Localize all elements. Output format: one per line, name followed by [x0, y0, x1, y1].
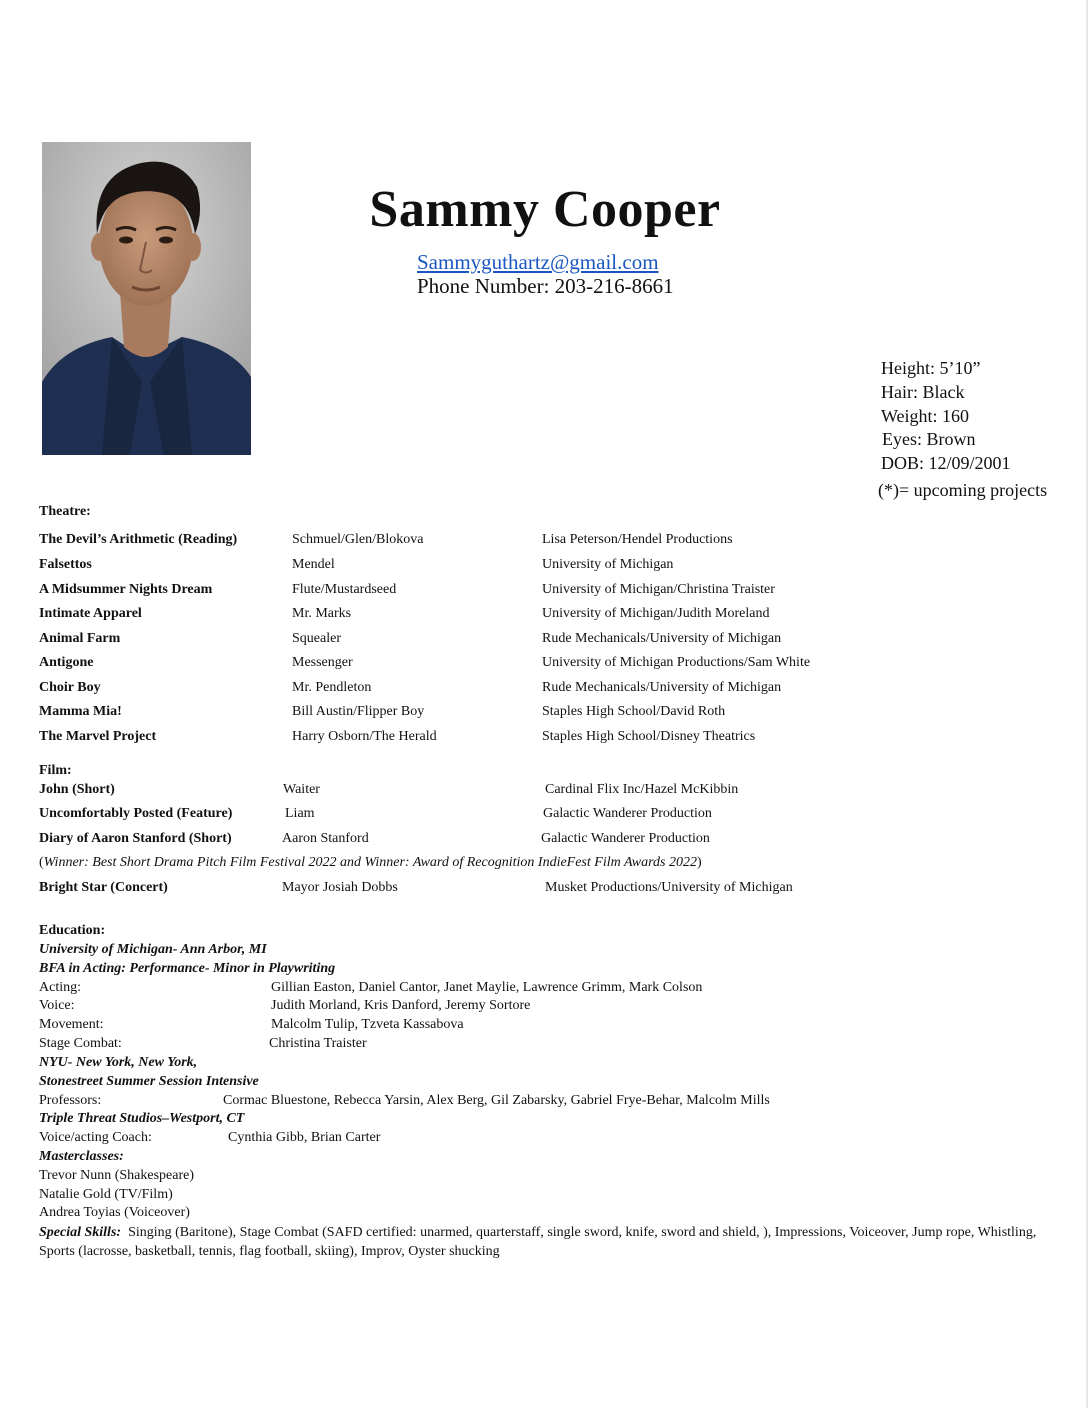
award-note-open: ( [39, 855, 44, 870]
stat-eyes: Eyes: Brown [882, 429, 976, 449]
theatre-company: Rude Mechanicals/University of Michigan [542, 631, 782, 646]
film-company: Musket Productions/University of Michigan [545, 880, 793, 895]
masterclasses-heading: Masterclasses: [39, 1149, 124, 1164]
theatre-role: Mr. Marks [292, 606, 352, 621]
faculty-value: Gillian Easton, Daniel Cantor, Janet Maylie, Lawrence Grimm, Mark Colson [271, 980, 703, 995]
theatre-role: Harry Osborn/The Herald [292, 729, 437, 744]
education-heading: Education: [39, 923, 106, 938]
school-triple-threat: Triple Threat Studios–Westport, CT [39, 1111, 245, 1126]
special-skills-text: Singing (Baritone), Stage Combat (SAFD certified: unarmed, quarterstaff, single sword, knife, sword and shield, ), Impressions, Voiceover, Jump rope, Whistling, Sports (lacrosse, basketball, tennis, flag football, skiing), Improv, Oyster shucking [39, 1225, 1037, 1259]
program-stonestreet: Stonestreet Summer Session Intensive [39, 1074, 259, 1089]
faculty-label: Acting: [39, 980, 81, 995]
film-heading: Film: [39, 763, 72, 778]
masterclass-item: Andrea Toyias (Voiceover) [39, 1205, 190, 1220]
theatre-title: Choir Boy [39, 680, 101, 695]
masterclass-item: Natalie Gold (TV/Film) [39, 1187, 173, 1202]
theatre-role: Schmuel/Glen/Blokova [292, 532, 424, 547]
stat-hair: Hair: Black [881, 382, 965, 402]
coach-label: Voice/acting Coach: [39, 1130, 152, 1145]
candidate-name: Sammy Cooper [369, 181, 721, 238]
theatre-company: University of Michigan [542, 557, 674, 572]
award-note-text: Winner: Best Short Drama Pitch Film Festival 2022 and Winner: Award of Recognition IndieFest Film Awards 2022 [43, 855, 697, 870]
film-role: Waiter [283, 782, 320, 797]
theatre-title: The Devil’s Arithmetic (Reading) [39, 532, 238, 547]
film-title: Uncomfortably Posted (Feature) [39, 806, 233, 821]
theatre-company: University of Michigan Productions/Sam White [542, 655, 811, 670]
email-link[interactable]: Sammyguthartz@gmail.com [417, 250, 659, 274]
faculty-label: Stage Combat: [39, 1036, 122, 1051]
headshot-photo [42, 142, 251, 455]
faculty-label: Voice: [39, 998, 75, 1013]
stat-weight: Weight: 160 [881, 406, 970, 426]
faculty-value: Christina Traister [269, 1036, 367, 1051]
school-umich: University of Michigan- Ann Arbor, MI [39, 942, 267, 957]
stat-dob: DOB: 12/09/2001 [881, 453, 1011, 473]
theatre-company: University of Michigan/Christina Traister [542, 582, 775, 597]
faculty-value: Malcolm Tulip, Tzveta Kassabova [271, 1017, 464, 1032]
stat-height: Height: 5’10” [881, 358, 981, 378]
film-company: Galactic Wanderer Production [543, 806, 712, 821]
upcoming-projects-note: (*)= upcoming projects [878, 480, 1048, 500]
theatre-title: Animal Farm [39, 631, 121, 646]
theatre-company: Rude Mechanicals/University of Michigan [542, 680, 782, 695]
degree-bfa: BFA in Acting: Performance- Minor in Playwriting [39, 961, 336, 976]
film-role: Liam [285, 806, 315, 821]
theatre-title: The Marvel Project [39, 729, 157, 744]
theatre-heading: Theatre: [39, 504, 91, 519]
theatre-title: A Midsummer Nights Dream [39, 582, 213, 597]
theatre-title: Antigone [39, 655, 94, 670]
award-note-close: ) [696, 855, 702, 870]
professors-value: Cormac Bluestone, Rebecca Yarsin, Alex Berg, Gil Zabarsky, Gabriel Frye-Behar, Malcolm Mills [223, 1093, 770, 1108]
theatre-role: Mr. Pendleton [292, 680, 372, 695]
theatre-title: Falsettos [39, 557, 92, 572]
theatre-role: Bill Austin/Flipper Boy [292, 704, 425, 719]
theatre-company: University of Michigan/Judith Moreland [542, 606, 770, 621]
theatre-title: Mamma Mia! [39, 704, 122, 719]
faculty-value: Judith Morland, Kris Danford, Jeremy Sortore [271, 998, 531, 1013]
theatre-company: Lisa Peterson/Hendel Productions [542, 532, 733, 547]
special-skills [39, 1223, 1069, 1261]
coach-value: Cynthia Gibb, Brian Carter [228, 1130, 381, 1145]
film-title: Bright Star (Concert) [39, 880, 168, 895]
film-award-note [39, 854, 702, 872]
phone-number: Phone Number: 203-216-8661 [417, 274, 674, 298]
film-title: John (Short) [39, 782, 115, 797]
film-company: Cardinal Flix Inc/Hazel McKibbin [545, 782, 739, 797]
film-company: Galactic Wanderer Production [541, 831, 710, 846]
theatre-company: Staples High School/David Roth [542, 704, 726, 719]
theatre-title: Intimate Apparel [39, 606, 142, 621]
faculty-label: Movement: [39, 1017, 104, 1032]
theatre-role: Squealer [292, 631, 341, 646]
theatre-role: Flute/Mustardseed [292, 582, 397, 597]
theatre-role: Mendel [292, 557, 335, 572]
professors-label: Professors: [39, 1093, 102, 1108]
headshot-illustration [42, 142, 251, 455]
school-nyu: NYU- New York, New York, [39, 1055, 198, 1070]
theatre-role: Messenger [292, 655, 353, 670]
theatre-company: Staples High School/Disney Theatrics [542, 729, 756, 744]
masterclass-item: Trevor Nunn (Shakespeare) [39, 1168, 194, 1183]
film-role: Mayor Josiah Dobbs [282, 880, 398, 895]
film-title: Diary of Aaron Stanford (Short) [39, 831, 232, 846]
special-skills-label: Special Skills: [39, 1225, 122, 1240]
film-role: Aaron Stanford [282, 831, 369, 846]
